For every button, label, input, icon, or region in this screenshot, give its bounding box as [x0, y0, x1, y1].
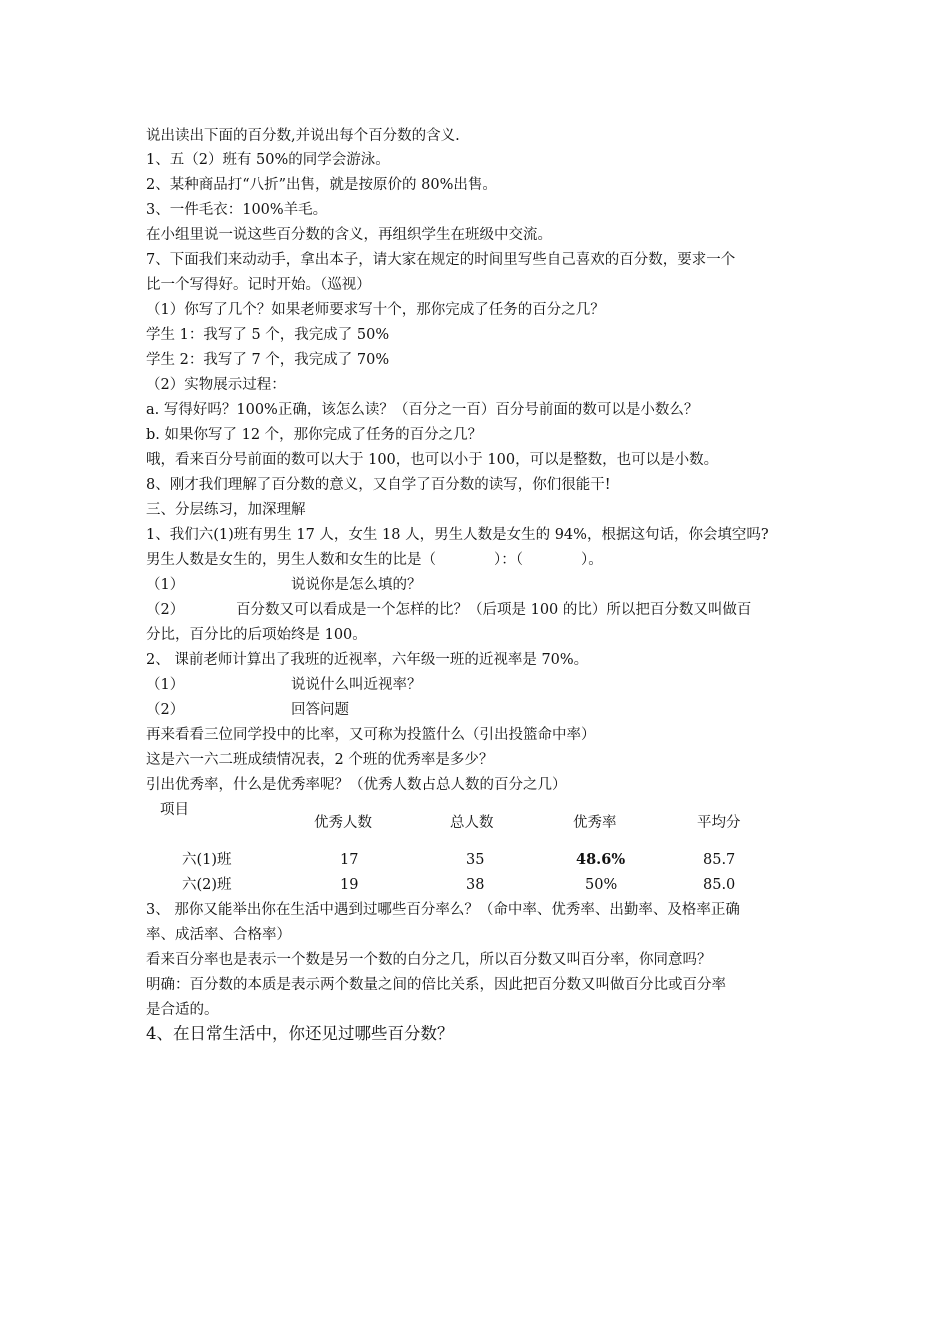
exercise-3: 3、 那你又能举出你在生活中遇到过哪些百分率么？（命中率、优秀率、出勤率、及格率正确 — [146, 902, 740, 918]
group-discuss-line: 在小组里说一说这些百分数的含义，再组织学生在班级中交流。 — [146, 227, 552, 243]
header-excellent-count: 优秀人数 — [314, 815, 372, 831]
sub-1-text: 说说你是怎么填的？ — [291, 577, 422, 593]
exercise-2: 2、 课前老师计算出了我班的近视率，六年级一班的近视率是 70%。 — [146, 652, 589, 668]
point-a: a. 写得好吗？100%正确，该怎么读？（百分之一百）百分号前面的数可以是小数么？ — [146, 402, 699, 418]
question-1: （1）你写了几个？如果老师要求写十个，那你完成了任务的百分之几？ — [146, 302, 605, 318]
summary-line: 哦，看来百分号前面的数可以大于 100，也可以小于 100，可以是整数，也可以是小数。 — [146, 452, 719, 468]
header-item: 项目 — [160, 802, 189, 818]
percent-rate-line: 看来百分率也是表示一个数是另一个数的白分之几，所以百分数又叫百分率，你同意吗？ — [146, 952, 712, 968]
row-1-excellent: 17 — [340, 852, 359, 868]
student-1-answer: 学生 1：我写了 5 个，我完成了 50% — [146, 327, 390, 343]
row-2-total: 38 — [466, 877, 485, 893]
clarify-cont: 是合适的。 — [146, 1002, 219, 1018]
clarify-line: 明确：百分数的本质是表示两个数量之间的倍比关系，因此把百分数又叫做百分比或百分率 — [146, 977, 726, 993]
ex2-sub-1-text: 说说什么叫近视率？ — [291, 677, 422, 693]
step-7-line: 7、下面我们来动动手，拿出本子，请大家在规定的时间里写些自己喜欢的百分数，要求一个 — [146, 252, 736, 268]
ex2-sub-2-text: 回答问题 — [291, 702, 349, 718]
point-b: b. 如果你写了 12 个，那你完成了任务的百分之几？ — [146, 427, 483, 443]
exercise-3-cont: 率、成活率、合格率） — [146, 927, 291, 943]
header-total: 总人数 — [450, 815, 494, 831]
row-1-class: 六(1)班 — [182, 852, 232, 868]
section-3-heading: 三、分层练习，加深理解 — [146, 502, 306, 518]
row-2-class: 六(2)班 — [182, 877, 232, 893]
table-intro: 这是六一六二班成绩情况表，2 个班的优秀率是多少？ — [146, 752, 494, 768]
step-7-cont: 比一个写得好。记时开始。（巡视） — [146, 277, 371, 293]
sub-2-text: 百分数又可以看成是一个怎样的比？（后项是 100 的比）所以把百分数又叫做百 — [236, 602, 752, 618]
intro-line: 说出读出下面的百分数,并说出每个百分数的含义. — [146, 128, 460, 144]
sub-1-number: （1） — [146, 577, 185, 593]
excellence-rate-line: 引出优秀率，什么是优秀率呢？（优秀人数占总人数的百分之几） — [146, 777, 567, 793]
row-1-rate: 48.6% — [576, 851, 626, 868]
header-excellent-rate: 优秀率 — [573, 815, 617, 831]
ex2-sub-1-number: （1） — [146, 677, 185, 693]
exercise-1: 1、我们六(1)班有男生 17 人，女生 18 人，男生人数是女生的 94%，根据这句话，你会填空吗? — [146, 527, 769, 543]
header-average: 平均分 — [697, 815, 741, 831]
step-8-line: 8、刚才我们理解了百分数的意义，又自学了百分数的读写，你们很能干! — [146, 477, 611, 493]
sub-2-number: （2） — [146, 602, 185, 618]
example-2: 2、某种商品打“八折”出售，就是按原价的 80%出售。 — [146, 177, 497, 193]
row-1-average: 85.7 — [703, 852, 736, 868]
sub-2-cont: 分比，百分比的后项始终是 100。 — [146, 627, 367, 643]
ex2-sub-2-number: （2） — [146, 702, 185, 718]
row-2-excellent: 19 — [340, 877, 359, 893]
shooting-rate-line: 再来看看三位同学投中的比率，又可称为投篮什么（引出投篮命中率） — [146, 727, 596, 743]
exercise-1-fill: 男生人数是女生的，男生人数和女生的比是（ ）：（ ）。 — [146, 552, 603, 568]
row-2-average: 85.0 — [703, 877, 736, 893]
row-1-total: 35 — [466, 852, 485, 868]
example-1: 1、五（2）班有 50%的同学会游泳。 — [146, 152, 390, 168]
example-3: 3、一件毛衣：100%羊毛。 — [146, 202, 328, 218]
question-2: （2）实物展示过程： — [146, 377, 286, 393]
exercise-4: 4、在日常生活中，你还见过哪些百分数？ — [146, 1024, 454, 1043]
student-2-answer: 学生 2：我写了 7 个，我完成了 70% — [146, 352, 390, 368]
row-2-rate: 50% — [585, 877, 618, 893]
